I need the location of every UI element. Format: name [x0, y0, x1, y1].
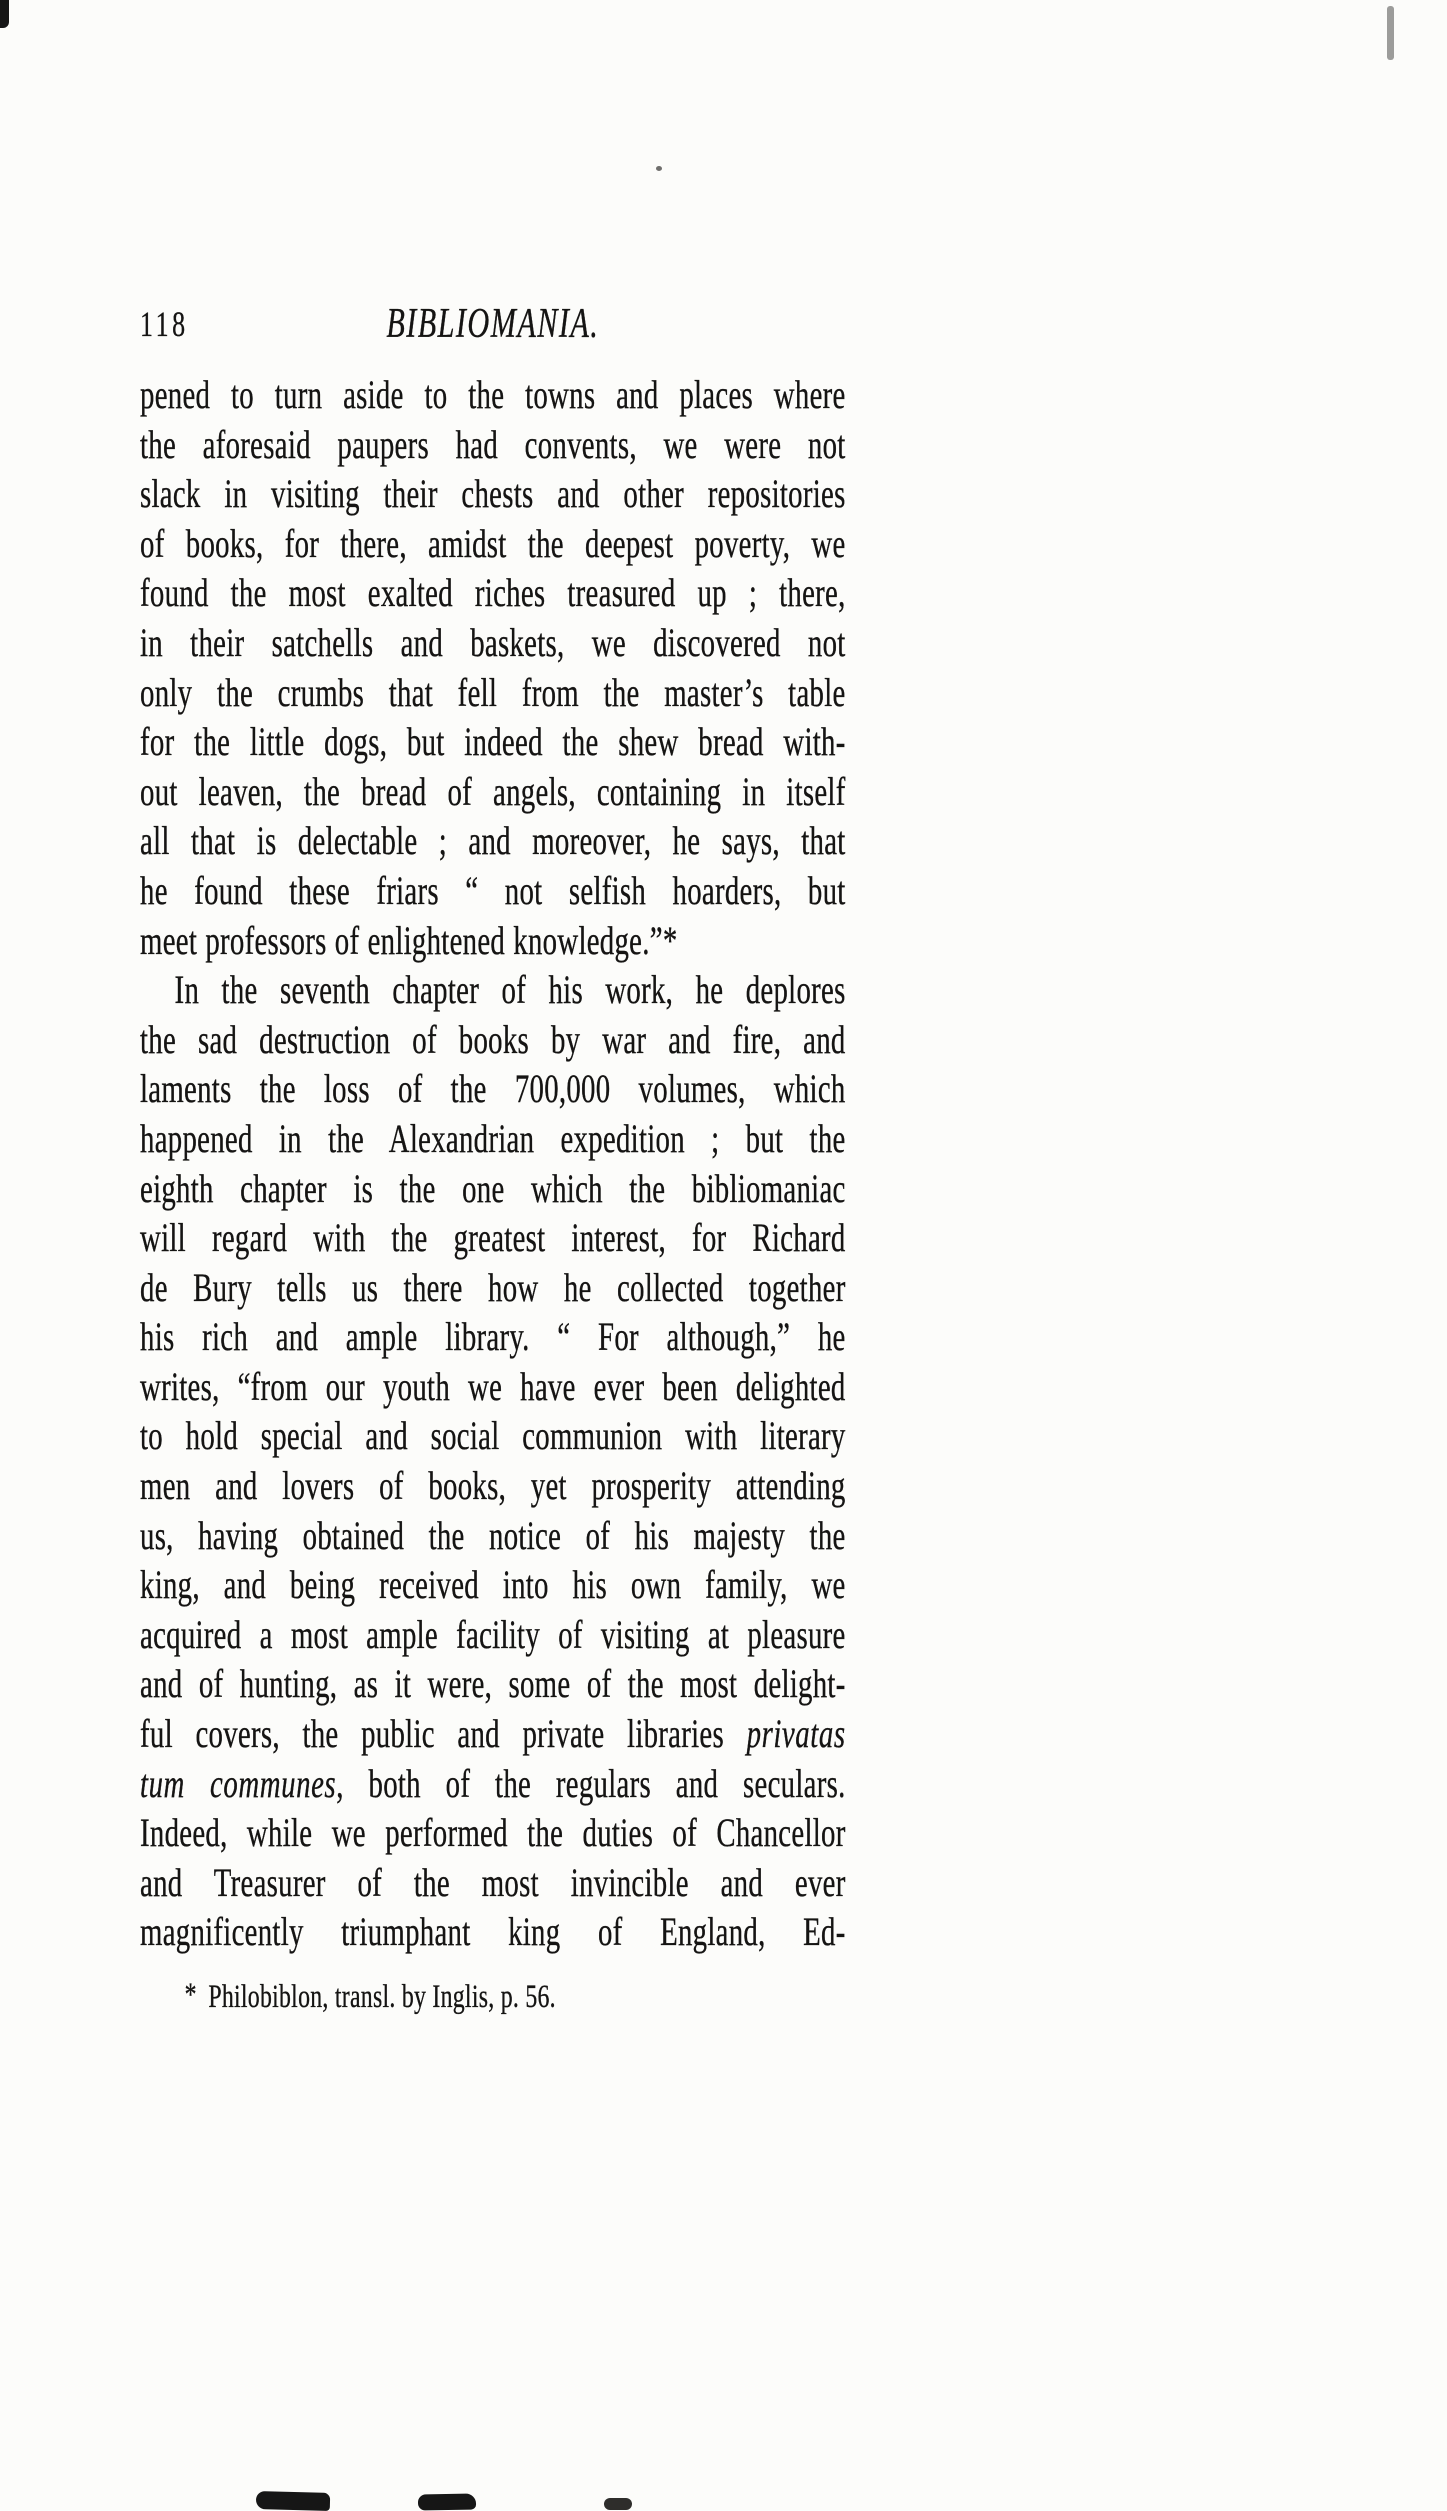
text-segment: pened to turn aside to the towns and places where — [140, 372, 846, 417]
scan-artifact-top-right-strip — [1387, 6, 1394, 60]
text-line — [140, 568, 846, 618]
text-segment: In the seventh chapter of his work, he deplores — [174, 967, 846, 1013]
text-segment: happened in the Alexandrian expedition ; but the — [140, 1115, 846, 1161]
italic-text-segment: privatas — [746, 1711, 846, 1757]
text-line — [140, 519, 846, 569]
text-line — [140, 717, 846, 767]
text-segment: and of hunting, as it were, some of the most delight- — [140, 1661, 846, 1707]
text-line — [140, 469, 846, 519]
text-segment: Indeed, while we performed the duties of Chancellor — [140, 1810, 846, 1856]
text-line — [140, 1808, 846, 1858]
text-segment: the sad destruction of books by war and fire, and — [140, 1016, 846, 1062]
text-line — [140, 1064, 846, 1114]
running-title: BIBLIOMANIA. — [386, 301, 600, 347]
text-segment: he found these friars “ not selfish hoarders, but — [140, 867, 846, 913]
text-segment: out leaven, the bread of angels, containing in itself — [140, 768, 846, 814]
text-line — [140, 420, 846, 470]
text-line — [140, 1659, 846, 1709]
text-segment: eighth chapter is the one which the bibliomaniac — [140, 1165, 846, 1211]
text-line — [140, 767, 846, 817]
text-segment: of books, for there, amidst the deepest poverty, we — [140, 520, 846, 566]
text-segment: men and lovers of books, yet prosperity attending — [140, 1463, 846, 1509]
text-segment: will regard with the greatest interest, for Richard — [140, 1215, 846, 1261]
text-line — [140, 1709, 846, 1759]
text-line — [140, 1362, 846, 1412]
text-line — [140, 816, 846, 866]
text-line — [140, 916, 846, 966]
text-segment: the aforesaid paupers had convents, we were not — [140, 421, 846, 467]
text-segment: , both of the regulars and seculars. — [336, 1760, 846, 1806]
text-segment: ful covers, the public and private libraries — [140, 1711, 747, 1757]
page-number: 118 — [140, 304, 189, 344]
text-line — [140, 1759, 846, 1809]
text-line — [140, 1907, 846, 1957]
text-segment: all that is delectable ; and moreover, he says, that — [140, 818, 846, 864]
text-line — [140, 1164, 846, 1214]
italic-text-segment: tum communes — [140, 1760, 337, 1806]
text-line — [140, 1511, 846, 1561]
page-column — [140, 0, 846, 2017]
text-segment: laments the loss of the 700,000 volumes, which — [140, 1066, 846, 1112]
text-line — [140, 965, 846, 1015]
text-line — [140, 1411, 846, 1461]
text-line — [140, 1858, 846, 1908]
text-line — [140, 1560, 846, 1610]
paragraph — [140, 965, 846, 1957]
text-segment: his rich and ample library. “ For although,” he — [140, 1314, 846, 1360]
scan-artifact-bottom-blot-3 — [604, 2498, 632, 2510]
scan-artifact-bottom-blot-2 — [418, 2493, 476, 2510]
running-head — [140, 300, 846, 348]
footnote — [140, 1977, 846, 2017]
text-line — [140, 866, 846, 916]
text-segment: us, having obtained the notice of his majesty the — [140, 1512, 846, 1558]
paragraph — [140, 370, 846, 965]
text-segment: de Bury tells us there how he collected together — [140, 1264, 846, 1310]
text-segment: found the most exalted riches treasured up ; there, — [140, 570, 846, 616]
text-segment: king, and being received into his own family, we — [140, 1562, 846, 1608]
text-segment: acquired a most ample facility of visiting at pleasure — [140, 1611, 846, 1657]
footnote-marker: * — [184, 1977, 197, 2013]
text-segment: slack in visiting their chests and other repositories — [140, 471, 846, 517]
text-line — [140, 668, 846, 718]
text-segment: and Treasurer of the most invincible and ever — [140, 1859, 846, 1905]
text-line — [140, 1114, 846, 1164]
text-segment: for the little dogs, but indeed the shew bread with- — [140, 719, 846, 765]
text-segment: meet professors of enlightened knowledge.”* — [140, 917, 678, 963]
text-line — [140, 618, 846, 668]
scan-artifact-top-left — [0, 0, 9, 28]
text-segment: writes, “from our youth we have ever been delighted — [140, 1363, 846, 1409]
text-line — [140, 1461, 846, 1511]
text-line — [140, 1610, 846, 1660]
text-line — [140, 1263, 846, 1313]
scan-artifact-bottom-blot-1 — [256, 2491, 330, 2511]
text-segment: to hold special and social communion with literary — [140, 1413, 846, 1459]
text-line — [140, 370, 846, 420]
body-text — [140, 370, 846, 1957]
text-segment: only the crumbs that fell from the master’s table — [140, 669, 846, 715]
text-line — [140, 1015, 846, 1065]
text-segment: in their satchells and baskets, we discovered not — [140, 619, 846, 665]
text-line — [140, 1312, 846, 1362]
text-segment: magnificently triumphant king of England, Ed- — [140, 1909, 846, 1955]
text-line — [140, 1213, 846, 1263]
footnote-text: Philobiblon, transl. by Inglis, p. 56. — [208, 1979, 556, 2015]
